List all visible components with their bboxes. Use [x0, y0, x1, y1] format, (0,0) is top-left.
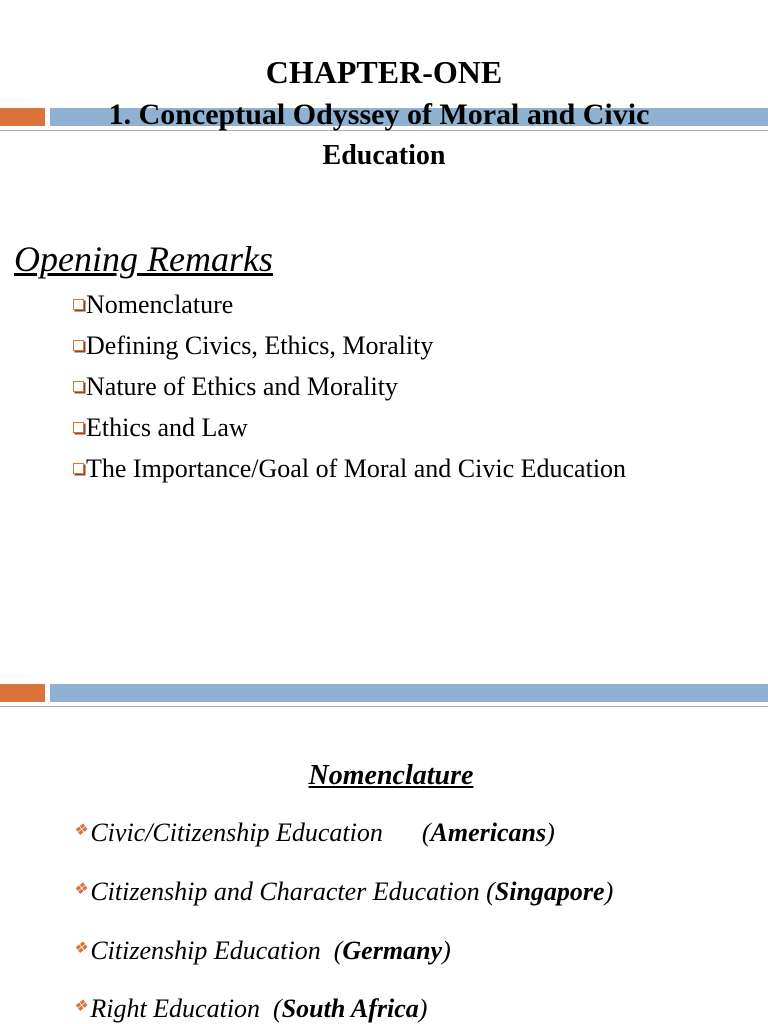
- slide2-bar: [50, 684, 768, 702]
- item-close: ): [546, 818, 555, 847]
- opening-remarks-list: [73, 284, 626, 489]
- item-open: (: [333, 936, 343, 965]
- square-bullet-icon: [73, 422, 84, 433]
- section-title-line2: Education: [322, 140, 446, 171]
- square-bullet-icon: [73, 463, 84, 474]
- item-close: ): [442, 936, 451, 965]
- list-item: [73, 407, 626, 448]
- list-item: [73, 877, 613, 907]
- list-item: [73, 448, 626, 489]
- diamond-bullet-icon: ❖: [73, 940, 88, 957]
- list-item: [73, 325, 626, 366]
- section-title-line1: 1. Conceptual Odyssey of Moral and Civic: [108, 98, 650, 131]
- list-item-label: The Importance/Goal of Moral and Civic Education: [86, 454, 627, 483]
- list-item-label: Ethics and Law: [86, 413, 248, 442]
- item-country: Singapore: [494, 877, 605, 906]
- list-item-label: Defining Civics, Ethics, Morality: [86, 331, 434, 360]
- diamond-bullet-icon: ❖: [73, 998, 88, 1015]
- diamond-bullet-icon: ❖: [73, 881, 88, 898]
- item-open: (: [273, 994, 282, 1023]
- item-country: Germany: [342, 936, 443, 965]
- item-text: Citizenship and Character Education: [90, 877, 480, 906]
- item-open: (: [486, 877, 495, 906]
- item-spacer: [383, 818, 422, 847]
- item-text: Right Education: [90, 994, 261, 1023]
- item-country: Americans: [430, 818, 547, 847]
- list-item: [73, 818, 555, 848]
- square-bullet-icon: [73, 340, 84, 351]
- list-item: [73, 284, 626, 325]
- square-bullet-icon: [73, 299, 84, 310]
- list-item: [73, 366, 626, 407]
- list-item-label: Nomenclature: [86, 290, 234, 319]
- item-close: ): [604, 877, 614, 906]
- chapter-title: CHAPTER-ONE: [265, 54, 503, 90]
- list-item: [73, 936, 451, 966]
- square-bullet-icon: [73, 381, 84, 392]
- slide2-bar-underline: [0, 706, 768, 707]
- item-country: South Africa: [281, 994, 419, 1023]
- item-spacer: [260, 994, 273, 1023]
- slide2-bar-accent: [0, 684, 45, 702]
- diamond-bullet-icon: ❖: [73, 822, 88, 839]
- item-open: (: [421, 818, 431, 847]
- list-item: [73, 994, 427, 1024]
- item-close: ): [418, 994, 428, 1023]
- nomenclature-heading: Nomenclature: [308, 760, 474, 791]
- item-text: Civic/Citizenship Education: [90, 818, 383, 847]
- item-text: Citizenship Education: [90, 936, 321, 965]
- list-item-label: Nature of Ethics and Morality: [86, 372, 398, 401]
- item-spacer: [321, 936, 334, 965]
- opening-remarks-heading: Opening Remarks: [14, 239, 273, 279]
